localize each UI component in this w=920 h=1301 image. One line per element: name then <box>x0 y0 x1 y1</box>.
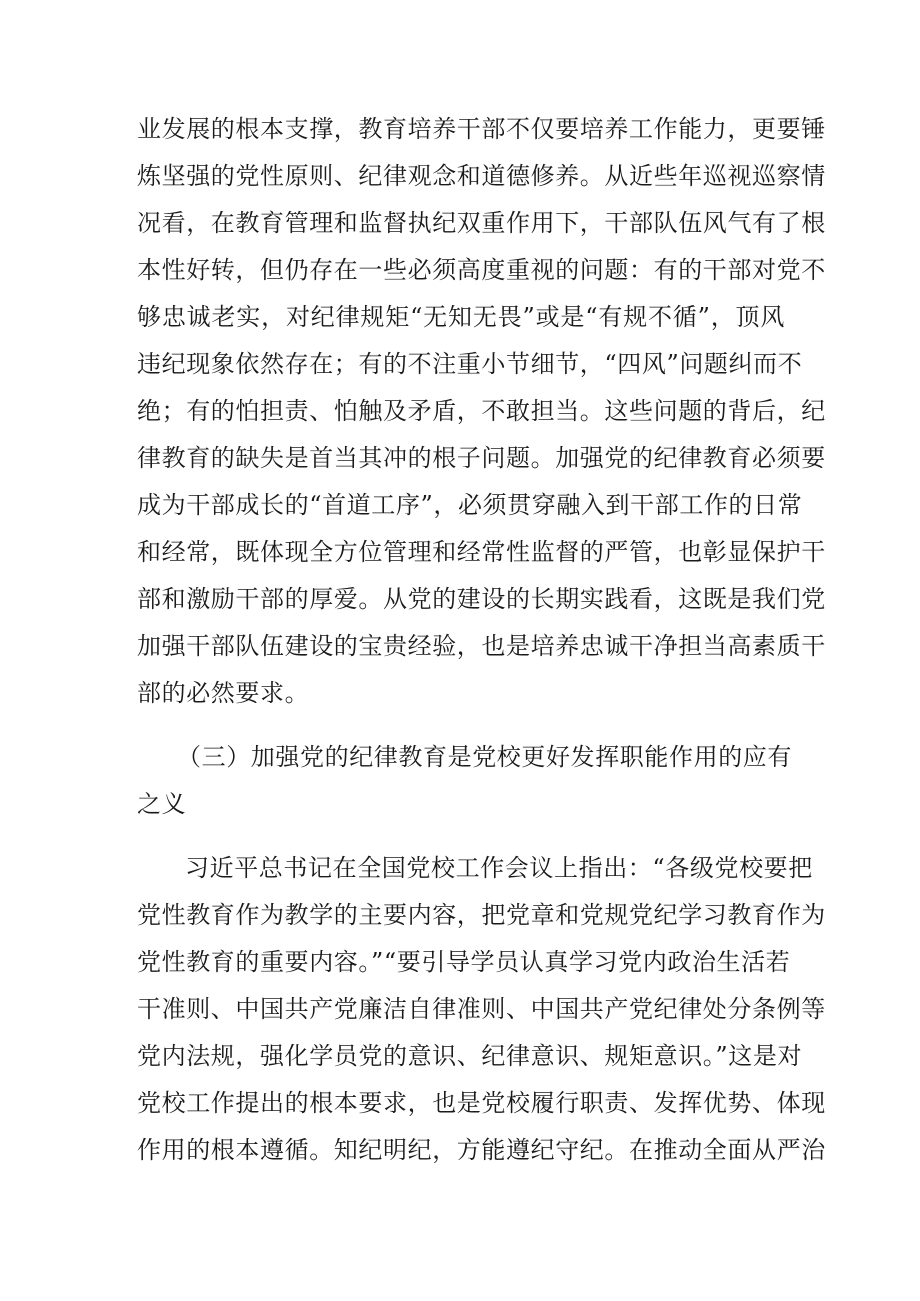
paragraph-line: 违纪现象依然存在；有的不注重小节细节，“四风”问题纠而不 <box>137 350 803 378</box>
paragraph-line: 党性教育作为教学的主要内容，把党章和党规党纪学习教育作为 <box>137 901 826 929</box>
paragraph-line: 部和激励干部的厚爱。从党的建设的长期实践看，这既是我们党 <box>137 585 826 613</box>
heading-line: 之义 <box>137 790 187 818</box>
paragraph-line: 本性好转，但仍存在一些必须高度重视的问题：有的干部对党不 <box>137 256 826 284</box>
paragraph-line: 律教育的缺失是首当其冲的根子问题。加强党的纪律教育必须要 <box>137 444 826 472</box>
paragraph-line: 绝；有的怕担责、怕触及矛盾，不敢担当。这些问题的背后，纪 <box>137 397 826 425</box>
paragraph-line: 作用的根本遵循。知纪明纪，方能遵纪守纪。在推动全面从严治 <box>137 1136 826 1164</box>
heading-line: （三）加强党的纪律教育是党校更好发挥职能作用的应有 <box>177 743 792 771</box>
paragraph-line: 和经常，既体现全方位管理和经常性监督的严管，也彰显保护干 <box>137 538 826 566</box>
paragraph-line: 够忠诚老实，对纪律规矩“无知无畏”或是“有规不循”，顶风 <box>137 303 785 331</box>
paragraph-line: 习近平总书记在全国党校工作会议上指出：“各级党校要把 <box>185 854 813 882</box>
paragraph-line: 部的必然要求。 <box>137 679 310 707</box>
paragraph-line: 干准则、中国共产党廉洁自律准则、中国共产党纪律处分条例等 <box>137 995 826 1023</box>
paragraph-line: 党内法规，强化学员党的意识、纪律意识、规矩意识。”这是对 <box>137 1042 803 1070</box>
paragraph-line: 加强干部队伍建设的宝贵经验，也是培养忠诚干净担当高素质干 <box>137 632 826 660</box>
paragraph-line: 党性教育的重要内容。”“要引导学员认真学习党内政治生活若 <box>137 948 791 976</box>
paragraph-line: 况看，在教育管理和监督执纪双重作用下，干部队伍风气有了根 <box>137 209 826 237</box>
paragraph-line: 成为干部成长的“首道工序”，必须贯穿融入到干部工作的日常 <box>137 491 803 519</box>
paragraph-line: 炼坚强的党性原则、纪律观念和道德修养。从近些年巡视巡察情 <box>137 162 826 190</box>
paragraph-line: 业发展的根本支撑，教育培养干部不仅要培养工作能力，更要锤 <box>137 115 826 143</box>
paragraph-line: 党校工作提出的根本要求，也是党校履行职责、发挥优势、体现 <box>137 1089 826 1117</box>
